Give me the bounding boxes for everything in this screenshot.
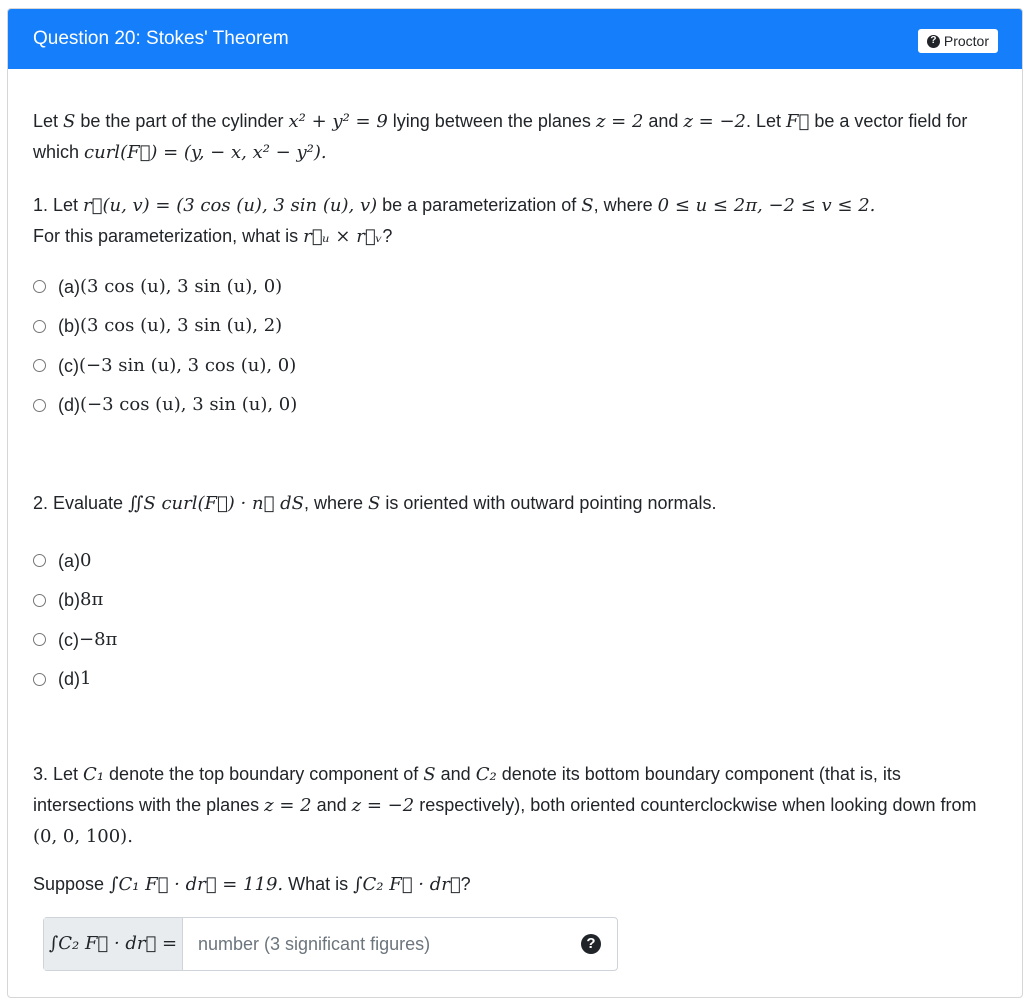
option-1a[interactable]: (a) (3 cos (u), 3 sin (u), 0) [33, 267, 297, 307]
option-2b[interactable]: (b) 8π [33, 581, 117, 621]
question-2-options [33, 541, 117, 699]
radio-button[interactable] [33, 673, 46, 686]
question-circle-icon: ? [581, 934, 601, 954]
option-1b[interactable]: (b) (3 cos (u), 3 sin (u), 2) [33, 307, 297, 347]
answer-input[interactable] [183, 918, 565, 970]
option-2d[interactable]: (d) 1 [33, 660, 117, 700]
card-header [8, 9, 1022, 69]
question-3-text: 3. Let C₁ denote the top boundary component of S and C₂ denote its bottom boundary component (that is, its intersections with the planes z = 2 and z = −2 respectively), both oriented counterclockwise when looking down from (0, 0, 100). [33, 764, 977, 847]
proctor-label: Proctor [943, 33, 989, 49]
option-2a[interactable]: (a) 0 [33, 541, 117, 581]
question-card [7, 8, 1023, 998]
question-2-text: 2. Evaluate ∬S curl(F⃗) · n⃗ dS, where S is oriented with outward pointing normals. [33, 493, 717, 514]
question-circle-icon: ? [927, 35, 940, 48]
radio-button[interactable] [33, 633, 46, 646]
question-title: Question 20: Stokes' Theorem [33, 28, 289, 49]
radio-button[interactable] [33, 359, 46, 372]
intro-text: Let S be the part of the cylinder x² + y² = 9 lying between the planes z = 2 and z = −2. Let F⃗ be a vector field for which curl(F⃗) = (y, − x, x² − y²). [33, 111, 968, 163]
proctor-button[interactable] [918, 29, 998, 53]
option-2c[interactable]: (c) −8π [33, 620, 117, 660]
radio-button[interactable] [33, 594, 46, 607]
radio-button[interactable] [33, 320, 46, 333]
radio-button[interactable] [33, 554, 46, 567]
option-1d[interactable]: (d) (−3 cos (u), 3 sin (u), 0) [33, 386, 297, 426]
question-1-options [33, 267, 297, 425]
question-1-text: 1. Let r⃗(u, v) = (3 cos (u), 3 sin (u), v) be a parameterization of S, where 0 ≤ u ≤ 2π, −2 ≤ v ≤ 2. For this parameterization, what is r⃗ᵤ × r⃗ᵥ? [33, 195, 876, 247]
option-1c[interactable]: (c) (−3 sin (u), 3 cos (u), 0) [33, 346, 297, 386]
answer-input-group [43, 917, 618, 971]
help-button[interactable] [565, 918, 617, 970]
radio-button[interactable] [33, 280, 46, 293]
suppose-text: Suppose ∫C₁ F⃗ · dr⃗ = 119. What is ∫C₂ F⃗ · dr⃗? [33, 874, 471, 895]
radio-button[interactable] [33, 399, 46, 412]
answer-label: ∫C₂ F⃗ · dr⃗ = [44, 918, 183, 970]
